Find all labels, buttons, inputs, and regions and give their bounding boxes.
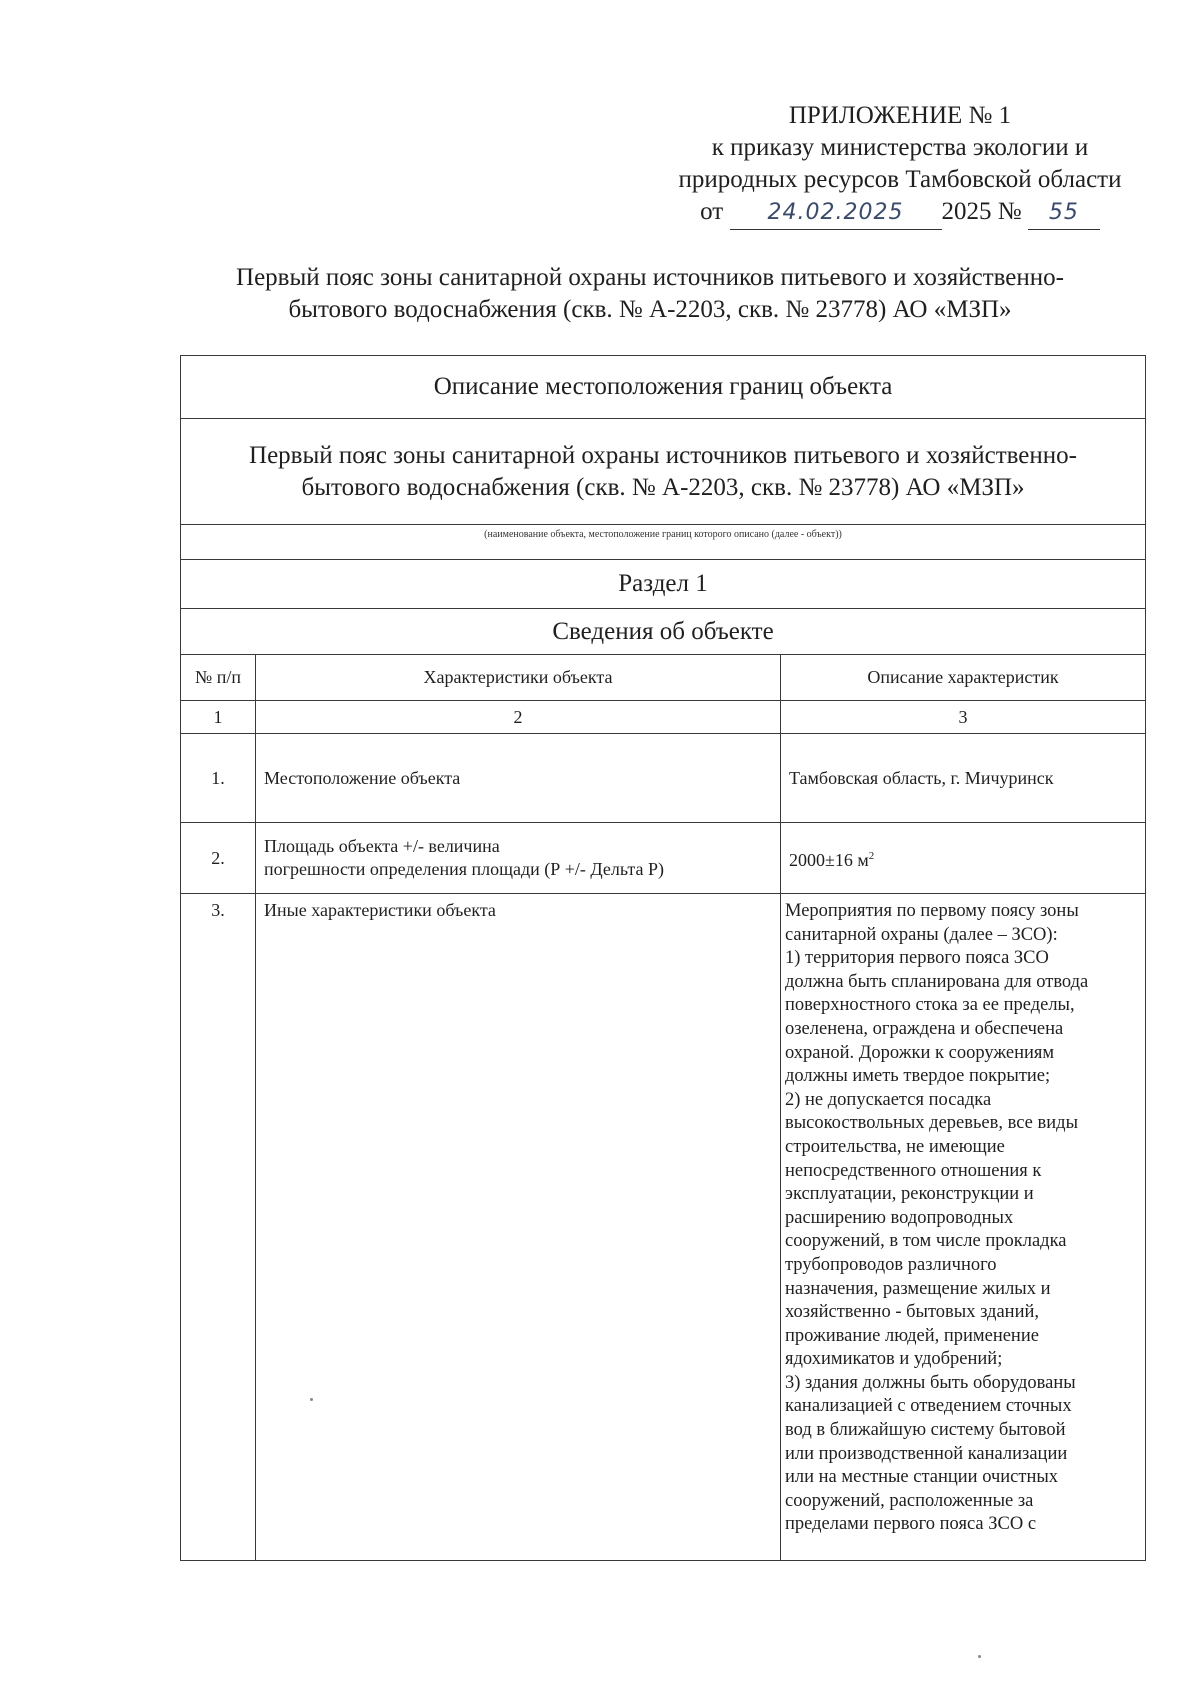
description-line: трубопроводов различного [785, 1254, 997, 1275]
handwritten-date: 24.02.2025 [730, 197, 942, 230]
appendix-date-line [700, 196, 1100, 230]
description-line: эксплуатации, реконструкции и [785, 1184, 1034, 1205]
row-characteristic [256, 823, 781, 894]
handwritten-order-number: 55 [1028, 197, 1100, 230]
column-headers-row [181, 655, 1146, 701]
description-line: должны иметь твердое покрытие; [785, 1066, 1051, 1087]
scan-speck [978, 1655, 981, 1658]
object-name [181, 419, 1146, 525]
table-header-row [181, 356, 1146, 419]
table-header: Описание местоположения границ объекта [181, 356, 1146, 419]
table-row [181, 734, 1146, 823]
description-line: хозяйственно - бытовых зданий, [785, 1302, 1040, 1323]
description-line: охраной. Дорожки к сооружениям [785, 1042, 1055, 1063]
object-name-row [181, 419, 1146, 525]
description-line: Мероприятия по первому поясу зоны [785, 901, 1079, 921]
description-line: 1) территория первого пояса ЗСО [785, 948, 1049, 969]
description-line: сооружений, расположенные за [785, 1490, 1034, 1511]
column-header-characteristic: Характеристики объекта [256, 655, 781, 701]
object-name-note: (наименование объекта, местоположение границ которого описано (далее - объект)) [181, 525, 1146, 560]
document-title-line-1: Первый пояс зоны санитарной охраны источников питьевого и хозяйственно- [236, 264, 1064, 291]
column-header-number: № п/п [181, 655, 256, 701]
description-line: санитарной охраны (далее – ЗСО): [785, 924, 1058, 945]
description-line: должна быть спланирована для отвода [785, 971, 1089, 992]
description-line: 2) не допускается посадка [785, 1089, 992, 1110]
row-number: 3. [181, 894, 256, 1561]
order-year: 2025 № [941, 198, 1022, 225]
description-line: проживание людей, применение [785, 1325, 1039, 1346]
table-row [181, 894, 1146, 1561]
row-characteristic-line-1: Площадь объекта +/- величина [264, 836, 500, 856]
description-line: канализацией с отведением сточных [785, 1396, 1072, 1417]
description-line: 3) здания должны быть оборудованы [785, 1372, 1076, 1393]
row-description [781, 894, 1146, 1561]
document-title-line-2: бытового водоснабжения (скв. № А-2203, скв. № 23778) АО «МЗП» [288, 296, 1012, 323]
object-boundaries-table [180, 355, 1146, 1561]
description-line: строительства, не имеющие [785, 1136, 1005, 1157]
description-line: непосредственного отношения к [785, 1160, 1042, 1181]
row-characteristic-line-2: погрешности определения площади (Р +/- Дельта Р) [264, 859, 664, 879]
row-characteristic: Местоположение объекта [256, 734, 781, 823]
section-row [181, 560, 1146, 609]
object-name-note-row [181, 525, 1146, 560]
date-prefix: от [700, 198, 724, 225]
info-title-row [181, 609, 1146, 655]
description-line: назначения, размещение жилых и [785, 1278, 1051, 1299]
row-number: 1. [181, 734, 256, 823]
description-line: озеленена, ограждена и обеспечена [785, 1018, 1064, 1039]
column-numbers-row [181, 701, 1146, 734]
info-title: Сведения об объекте [181, 609, 1146, 655]
column-number-2: 2 [256, 701, 781, 734]
appendix-title: ПРИЛОЖЕНИЕ № 1 [788, 102, 1012, 129]
document-title [150, 262, 1150, 326]
description-line: пределами первого пояса ЗСО с [785, 1514, 1037, 1535]
table-row [181, 823, 1146, 894]
column-number-3: 3 [781, 701, 1146, 734]
description-line: высокоствольных деревьев, все виды [785, 1113, 1079, 1134]
row-description [781, 823, 1146, 894]
appendix-line-2: природных ресурсов Тамбовской области [678, 166, 1122, 193]
description-line: поверхностного стока за ее пределы, [785, 995, 1075, 1016]
section-title: Раздел 1 [181, 560, 1146, 609]
description-line: или на местные станции очистных [785, 1467, 1059, 1488]
area-unit-superscript: 2 [868, 849, 875, 862]
object-name-line-1: Первый пояс зоны санитарной охраны источников питьевого и хозяйственно- [249, 441, 1077, 469]
column-header-description: Описание характеристик [781, 655, 1146, 701]
row-number: 2. [181, 823, 256, 894]
column-number-1: 1 [181, 701, 256, 734]
description-lines [785, 900, 1143, 1537]
description-line: расширению водопроводных [785, 1207, 1014, 1228]
appendix-line-1: к приказу министерства экологии и [711, 134, 1089, 161]
description-line: или производственной канализации [785, 1443, 1068, 1464]
object-name-line-2: бытового водоснабжения (скв. № А-2203, скв. № 23778) АО «МЗП» [301, 473, 1025, 501]
description-line: вод в ближайшую систему бытовой [785, 1420, 1066, 1441]
scan-speck [310, 1398, 313, 1401]
appendix-header [620, 100, 1180, 230]
description-line: сооружений, в том числе прокладка [785, 1231, 1067, 1252]
description-line: ядохимикатов и удобрений; [785, 1349, 1003, 1370]
row-characteristic: Иные характеристики объекта [256, 894, 781, 1561]
area-value: 2000±16 м [789, 849, 869, 870]
row-description: Тамбовская область, г. Мичуринск [781, 734, 1146, 823]
